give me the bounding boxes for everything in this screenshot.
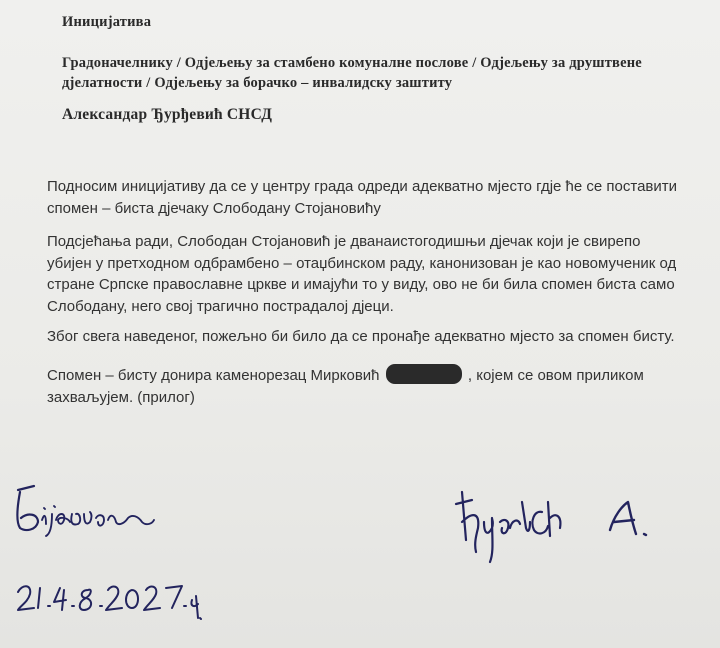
document-title: Иницијатива [62,14,152,30]
handwritten-date [14,578,204,642]
handwritten-place [12,478,162,542]
paragraph-conclusion: Због свега наведеног, пожељно би било да се пронађе адекватно мјесто за спомен бисту. [47,328,675,345]
paragraph-donation [47,364,687,408]
handwritten-signature [450,482,690,576]
paragraph-initiative: Подносим иницијативу да се у центру града одреди адекватно мјесто гдје ће се поставити спомен – биста дјечаку Слободану Стојановићу [47,178,678,217]
recipients-line: Градоначелнику / Одјељењу за стамбено комуналне послове / Одјељењу за друштвене дјелатности / Одјељењу за борачко – инвалидску заштиту [62,55,642,91]
paragraph-reminder: Подсјећања ради, Слободан Стојановић је дванаистогодишњи дјечак који је свирепо убијен у претходном одбрамбено – отаџбинском раду, канонизован је као новомученик од стране Српске православне цркве и имајући то у виду, ово не би била спомен биста само Слободану, него свој трагично пострадалој дјеци. [47,233,677,315]
donation-text-after: , којем се овом приликом захваљујем. (прилог) [47,367,644,406]
donation-text-before: Спомен – бисту донира каменорезац Мирковић [47,367,380,384]
redaction-mark [386,364,462,384]
author-line: Александар Ђурђевић СНСД [62,106,273,123]
